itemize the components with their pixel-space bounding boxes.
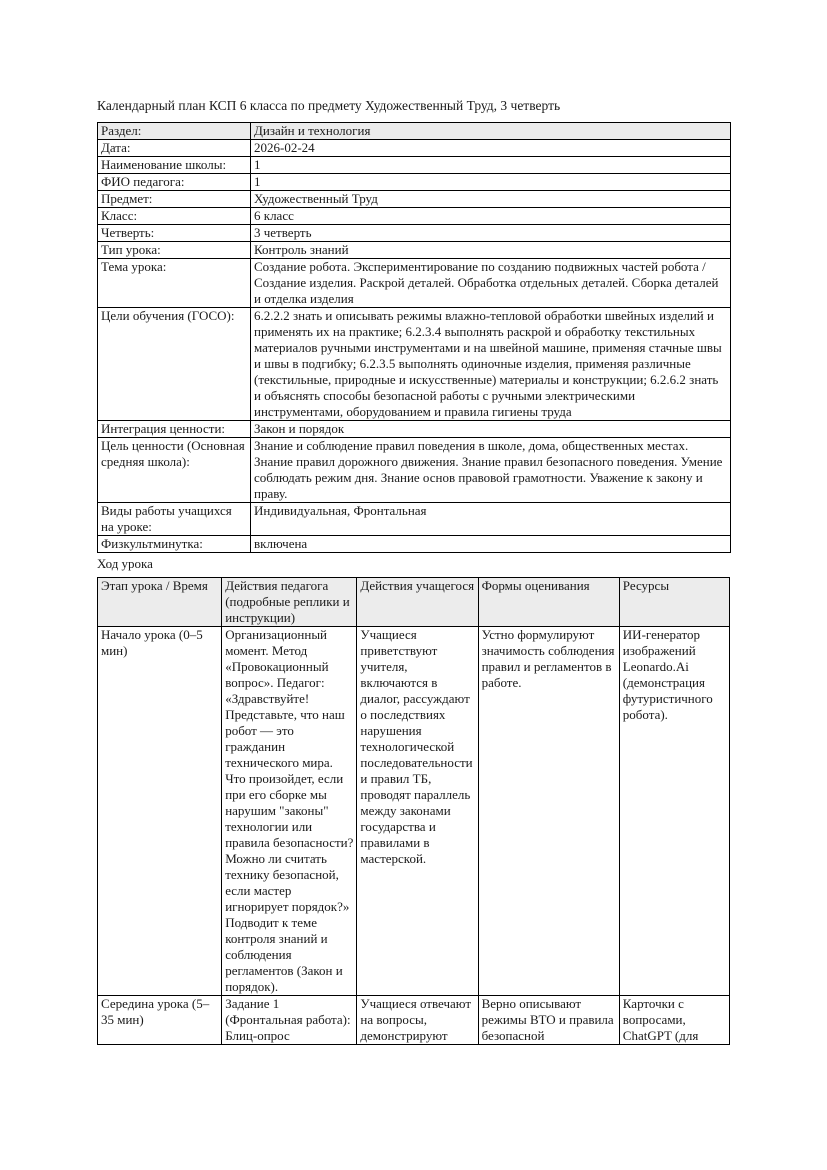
info-header-value: Дизайн и технология: [251, 123, 731, 140]
lesson-teacher-cell: Задание 1 (Фронтальная работа): Блиц-опрос: [222, 996, 357, 1045]
info-row-value: Контроль знаний: [251, 242, 731, 259]
lesson-header-cell: Действия педагога (подробные реплики и инструкции): [222, 578, 357, 627]
document-title: Календарный план КСП 6 класса по предмету Художественный Труд, 3 четверть: [97, 98, 561, 113]
lesson-row: [98, 627, 730, 996]
info-row-value: Закон и порядок: [251, 421, 731, 438]
info-row-value: включена: [251, 536, 731, 553]
info-row: [98, 174, 731, 191]
info-row-value: Индивидуальная, Фронтальная: [251, 503, 731, 536]
lesson-info-table: [97, 122, 731, 553]
lesson-stage-cell: Начало урока (0–5 мин): [98, 627, 222, 996]
info-header-label: Раздел:: [98, 123, 251, 140]
lesson-student-cell: Учащиеся отвечают на вопросы, демонстрируют: [357, 996, 478, 1045]
lesson-header-cell: Действия учащегося: [357, 578, 478, 627]
lesson-header-cell: Этап урока / Время: [98, 578, 222, 627]
info-row-value: 6.2.2.2 знать и описывать режимы влажно-тепловой обработки швейных изделий и применять их на практике; 6.2.3.4 выполнять раскрой и обработку текстильных материалов ручными инструментами и на швейной машине, применяя стачные швы и швы в подгибку; 6.2.3.5 выполнять одиночные изделия, применяя различные (текстильные, природные и искусственные) материалы и конструкции; 6.2.6.2 знать и объяснять способы безопасной работы с ручными электрическими инструментами, оборудованием и правила гигиены труда: [251, 308, 731, 421]
info-row-value: 1: [251, 174, 731, 191]
info-row-label: Наименование школы:: [98, 157, 251, 174]
lesson-header-row: [98, 578, 730, 627]
info-row-value: 3 четверть: [251, 225, 731, 242]
info-row-label: Виды работы учащихся на уроке:: [98, 503, 251, 536]
info-row-label: Класс:: [98, 208, 251, 225]
info-row: [98, 503, 731, 536]
info-row-label: ФИО педагога:: [98, 174, 251, 191]
info-row-label: Цель ценности (Основная средняя школа):: [98, 438, 251, 503]
lesson-header-cell: Формы оценивания: [478, 578, 619, 627]
lesson-flow-table: [97, 577, 730, 1045]
info-row: [98, 208, 731, 225]
lesson-student-cell: Учащиеся приветствуют учителя, включаются в диалог, рассуждают о последствиях нарушения технологической последовательности и правил ТБ, проводят параллель между законами государства и правилами в мастерской.: [357, 627, 478, 996]
info-row: [98, 259, 731, 308]
lesson-assessment-cell: Верно описывают режимы ВТО и правила безопасной: [478, 996, 619, 1045]
info-row-value: Создание робота. Экспериментирование по созданию подвижных частей робота / Создание изделия. Раскрой деталей. Обработка отдельных деталей. Сборка деталей и отделка изделия: [251, 259, 731, 308]
info-row: [98, 421, 731, 438]
info-row-label: Цели обучения (ГОСО):: [98, 308, 251, 421]
info-row-label: Тип урока:: [98, 242, 251, 259]
info-row-label: Дата:: [98, 140, 251, 157]
info-row-value: 2026-02-24: [251, 140, 731, 157]
info-row-label: Интеграция ценности:: [98, 421, 251, 438]
info-row: [98, 536, 731, 553]
info-row: [98, 242, 731, 259]
info-row-value: 6 класс: [251, 208, 731, 225]
info-row-label: Тема урока:: [98, 259, 251, 308]
info-row-label: Физкультминутка:: [98, 536, 251, 553]
info-row: [98, 157, 731, 174]
info-row: [98, 438, 731, 503]
info-row-label: Предмет:: [98, 191, 251, 208]
info-header-row: [98, 123, 731, 140]
info-row-value: Художественный Труд: [251, 191, 731, 208]
info-row: [98, 191, 731, 208]
lesson-resources-cell: ИИ-генератор изображений Leonardo.Ai (демонстрация футуристичного робота).: [619, 627, 729, 996]
section-heading: Ход урока: [97, 556, 153, 571]
info-row-value: Знание и соблюдение правил поведения в школе, дома, общественных местах. Знание правил дорожного движения. Знание правил безопасного поведения. Умение соблюдать режим дня. Знание основ правовой грамотности. Уважение к закону и праву.: [251, 438, 731, 503]
lesson-teacher-cell: Организационный момент. Метод «Провокационный вопрос». Педагог: «Здравствуйте! Представьте, что наш робот — это гражданин технического мира. Что произойдет, если при его сборке мы нарушим "законы" технологии или правила безопасности? Можно ли считать технику безопасной, если мастер игнорирует порядок?» Подводит к теме контроля знаний и соблюдения регламентов (Закон и порядок).: [222, 627, 357, 996]
info-row: [98, 140, 731, 157]
info-row: [98, 225, 731, 242]
info-row-label: Четверть:: [98, 225, 251, 242]
info-row: [98, 308, 731, 421]
info-row-value: 1: [251, 157, 731, 174]
lesson-row: [98, 996, 730, 1045]
lesson-resources-cell: Карточки с вопросами, ChatGPT (для: [619, 996, 729, 1045]
lesson-stage-cell: Середина урока (5–35 мин): [98, 996, 222, 1045]
lesson-plan-document: [97, 98, 730, 1045]
lesson-header-cell: Ресурсы: [619, 578, 729, 627]
lesson-assessment-cell: Устно формулируют значимость соблюдения правил и регламентов в работе.: [478, 627, 619, 996]
